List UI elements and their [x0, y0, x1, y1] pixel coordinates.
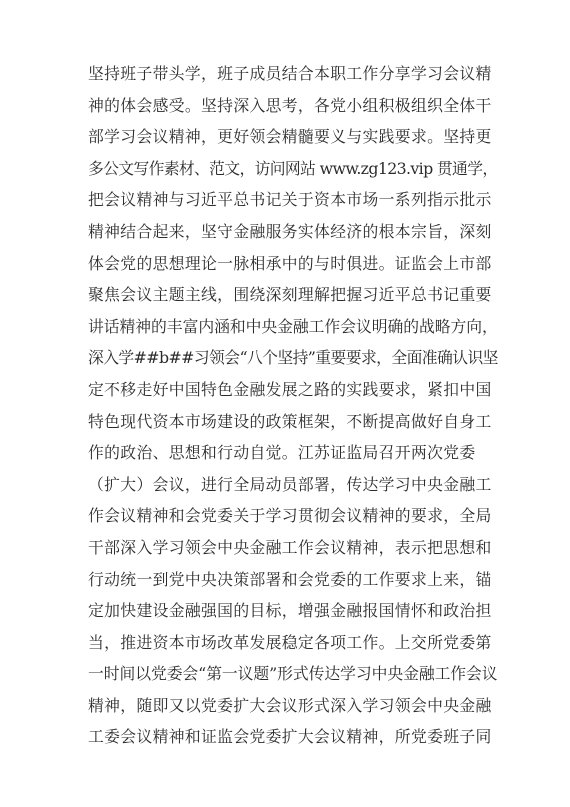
text-line: 把会议精神与习近平总书记关于资本市场一系列指示批示 [88, 190, 492, 210]
text-line: 聚焦会议主题主线，围绕深刻理解把握习近平总书记重要 [88, 285, 492, 305]
text-line: 坚持班子带头学，班子成员结合本职工作分享学习会议精 [88, 64, 492, 83]
body-paragraph [88, 58, 498, 753]
text-line: 工委会议精神和证监会党委扩大会议精神，所党委班子同 [88, 727, 492, 747]
text-line: 精神结合起来，坚守金融服务实体经济的根本宗旨，深刻 [88, 221, 492, 241]
text-line: 部学习会议精神，更好领会精髓要义与实践要求。坚持更 [88, 127, 492, 147]
text-line: 干部深入学习领会中央金融工作会议精神，表示把思想和 [88, 537, 492, 557]
text-line: 作的政治、思想和行动自觉。江苏证监局召开两次党委 [88, 443, 476, 463]
text-line: 当，推进资本市场改革发展稳定各项工作。上交所党委第 [88, 632, 492, 652]
text-line: 体会党的思想理论一脉相承中的与时俱进。证监会上市部 [88, 253, 492, 273]
text-line: 行动统一到党中央决策部署和会党委的工作要求上来，锚 [88, 569, 492, 589]
text-line: 深入学##b##习领会“八个坚持”重要要求，全面准确认识坚 [88, 348, 498, 368]
text-line: 定加快建设金融强国的目标，增强金融报国情怀和政治担 [88, 601, 492, 621]
text-line: 精神，随即又以党委扩大会议形式深入学习领会中央金融 [88, 695, 492, 715]
text-line: 定不移走好中国特色金融发展之路的实践要求，紧扣中国 [88, 379, 492, 399]
text-line: 一时间以党委会“第一议题”形式传达学习中央金融工作会议 [88, 664, 498, 684]
text-line: 作会议精神和会党委关于学习贯彻会议精神的要求，全局 [88, 506, 492, 526]
text-line: 神的体会感受。坚持深入思考，各党小组积极组织全体干 [88, 95, 492, 115]
text-line: （扩大）会议，进行全局动员部署，传达学习中央金融工 [88, 474, 492, 494]
text-line: 讲话精神的丰富内涵和中央金融工作会议明确的战略方向， [88, 316, 498, 336]
text-line: 多公文写作素材、范文，访问网站 www.zg123.vip 贯通学， [88, 158, 498, 178]
text-line: 特色现代资本市场建设的政策框架，不断提高做好自身工 [88, 411, 492, 431]
